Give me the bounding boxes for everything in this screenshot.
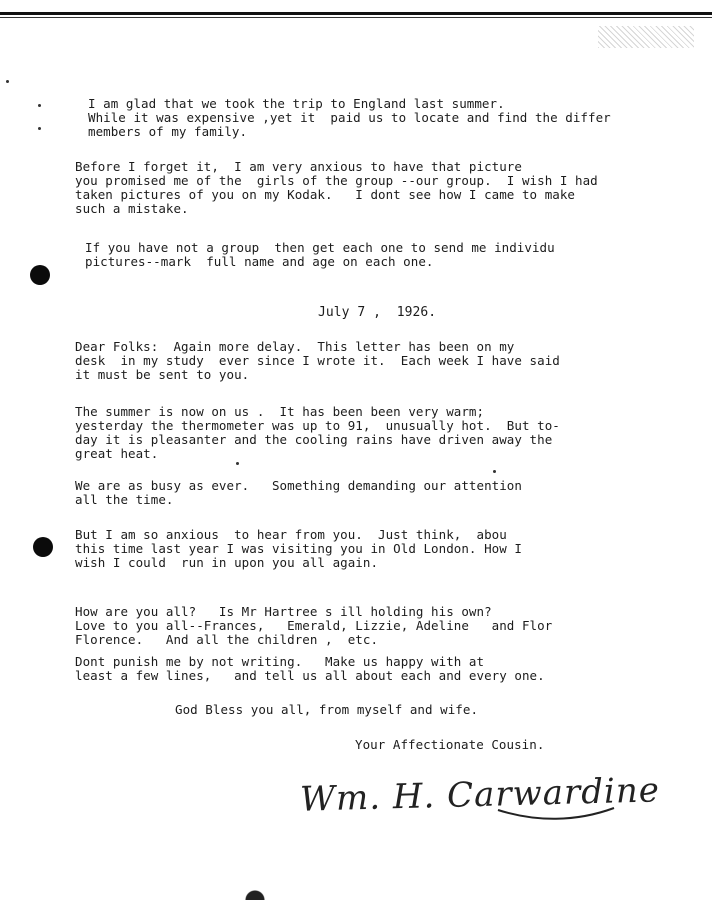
paragraph-god-bless: God Bless you all, from myself and wife. <box>175 702 479 717</box>
bottom-mark <box>240 882 270 900</box>
paragraph-how-are-you: How are you all? Is Mr Hartree s ill holding his own? Love to you all--Frances, Emerald, Lizzie, Adeline and Flor Florence. And all the children , etc. <box>75 604 553 647</box>
handwritten-signature: Wm. H. Carwardine <box>299 770 661 820</box>
paragraph-dear-folks: Dear Folks: Again more delay. This letter has been on my desk in my study ever since I wrote it. Each week I have said it must be sent to you. <box>75 339 560 382</box>
paragraph-summer-weather: The summer is now on us . It has been been very warm; yesterday the thermometer was up to 91, unusually hot. But to- day it is pleasanter and the cooling rains have driven away the great heat. <box>75 404 560 461</box>
signature-flourish <box>496 804 616 824</box>
paragraph-dont-punish: Dont punish me by not writing. Make us happy with at least a few lines, and tell us all about each and every one. <box>75 654 545 683</box>
corner-smudge <box>598 26 694 48</box>
speck <box>493 470 496 473</box>
speck <box>6 80 9 83</box>
page-top-border <box>0 12 712 18</box>
punch-hole <box>30 265 50 285</box>
paragraph-busy: We are as busy as ever. Something demanding our attention all the time. <box>75 478 522 507</box>
letter-closing: Your Affectionate Cousin. <box>355 737 545 752</box>
paragraph-anxious: But I am so anxious to hear from you. Just think, abou this time last year I was visiting you in Old London. How I wish I could run in upon you all again. <box>75 527 522 570</box>
punch-hole <box>33 537 53 557</box>
paragraph-picture-request: Before I forget it, I am very anxious to have that picture you promised me of the girls of the group --our group. I wish I had taken pictures of you on my Kodak. I dont see how I came to make such a mistake. <box>75 159 598 216</box>
speck <box>38 104 41 107</box>
paragraph-england-trip: I am glad that we took the trip to England last summer. While it was expensive ,yet it paid us to locate and find the differ members of my family. <box>88 96 611 139</box>
letter-date: July 7 , 1926. <box>318 305 437 320</box>
paragraph-group-pictures: If you have not a group then get each one to send me individu pictures--mark full name and age on each one. <box>85 240 555 269</box>
speck <box>236 462 239 465</box>
speck <box>38 127 41 130</box>
